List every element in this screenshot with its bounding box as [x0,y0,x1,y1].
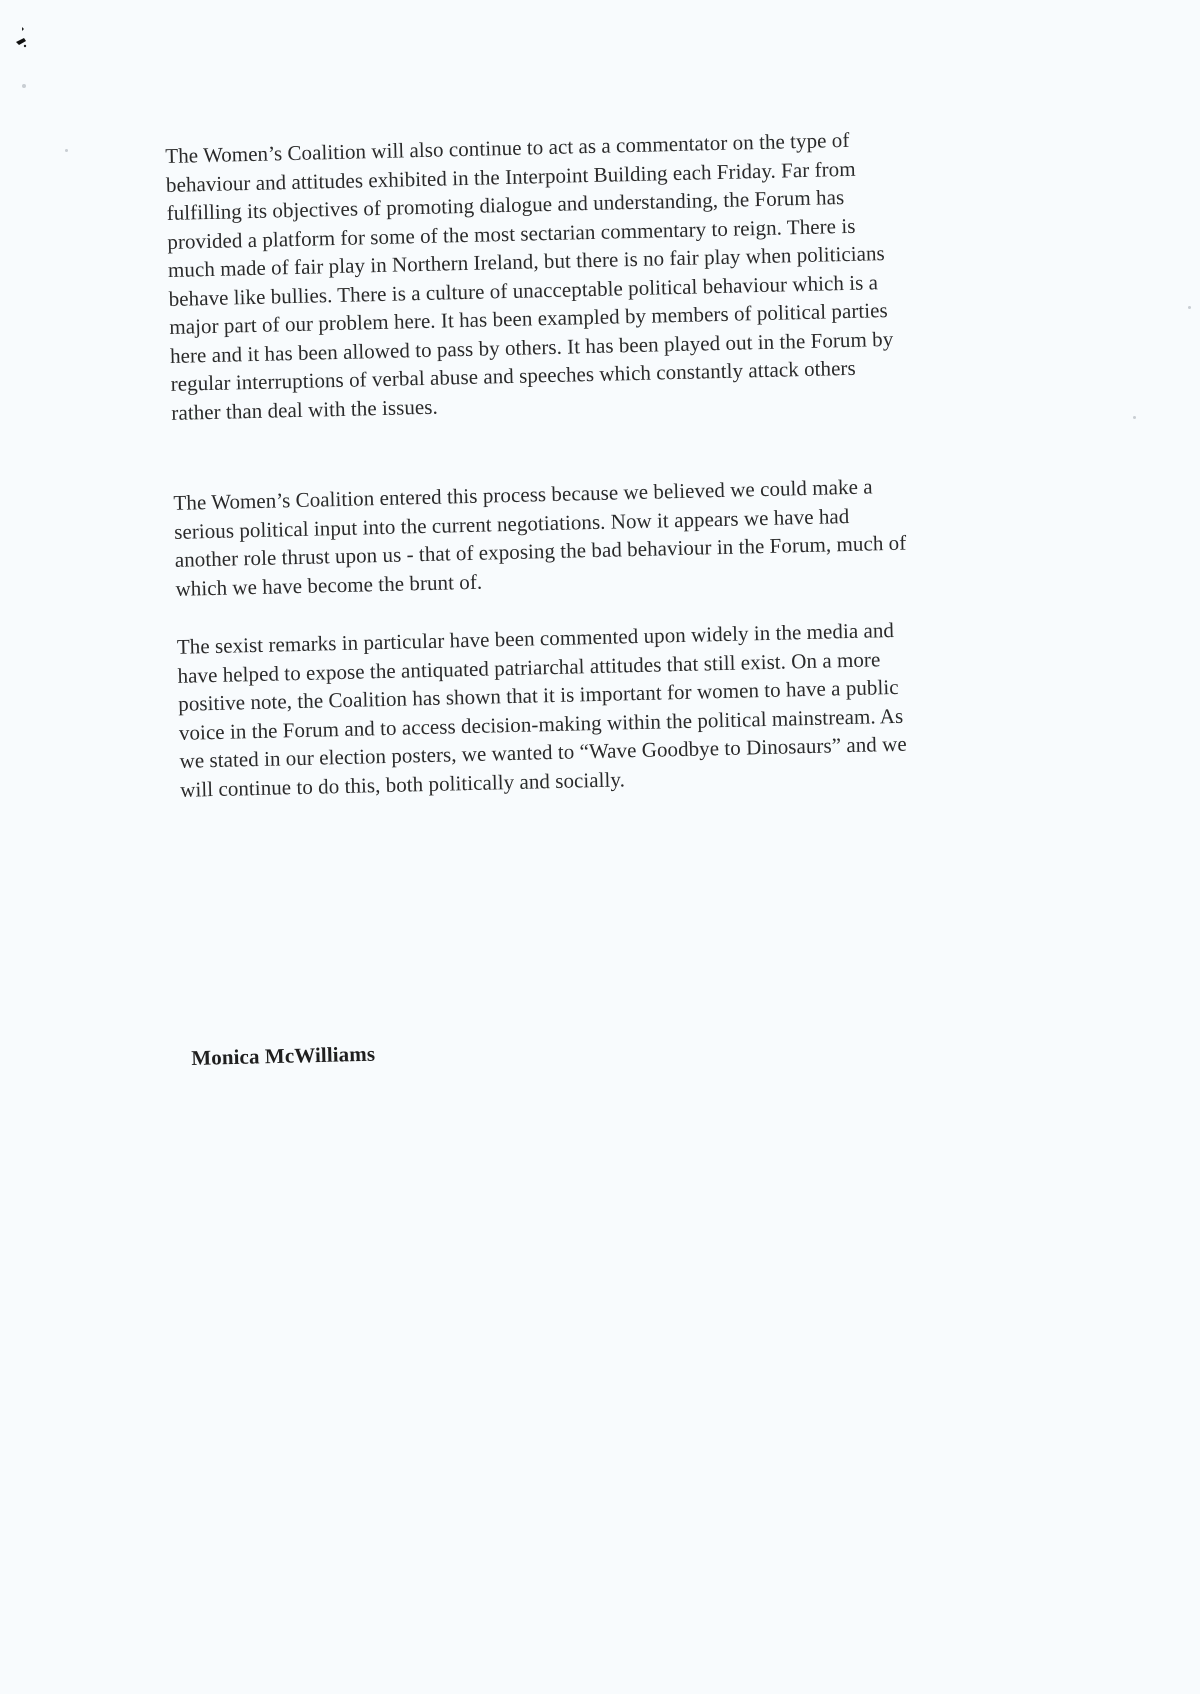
scan-dust-right [1188,306,1191,309]
paragraph-2: The Women’s Coalition entered this process because we believed we could make a serious political input into the current negotiations. Now it appears we have had another role thrust upon us - that of exposing the bad behaviour in the Forum, much of which we have become the brunt of. [173,474,907,601]
scan-mark-icon [14,26,28,52]
paragraph-1: The Women’s Coalition will also continue to act as a commentator on the type of behaviour and attitudes exhibited in the Interpoint Building each Friday. Far from fulfilling its objectives of promoting dialogue and understanding, the Forum has provided a platform for some of the most sectarian commentary to reign. There is much made of fair play in Northern Ireland, but there is no fair play when politicians behave like bullies. There is a culture of unacceptable political behaviour which is a major part of our problem here. It has been exampled by members of political parties here and it has been allowed to pass by others. It has been played out in the Forum by regular interruptions of verbal abuse and speeches which constantly attack others rather than deal with the issues. [165,127,894,425]
scan-dust-left [22,84,26,88]
signature-name: Monica McWilliams [191,1041,376,1070]
paragraph-3: The sexist remarks in particular have been commented upon widely in the media and have helped to expose the antiquated patriarchal attitudes that still exist. On a more positive note, the Coalition has shown that it is important for women to have a public voice in the Forum and to access decision-making within the political mainstream. As we stated in our election posters, we wanted to “Wave Goodbye to Dinosaurs” and we will continue to do this, both politically and socially. [176,617,907,802]
scan-dust-right-lower [1133,416,1136,419]
letter-body [165,121,1060,804]
scan-dust-mid-left [65,149,68,152]
